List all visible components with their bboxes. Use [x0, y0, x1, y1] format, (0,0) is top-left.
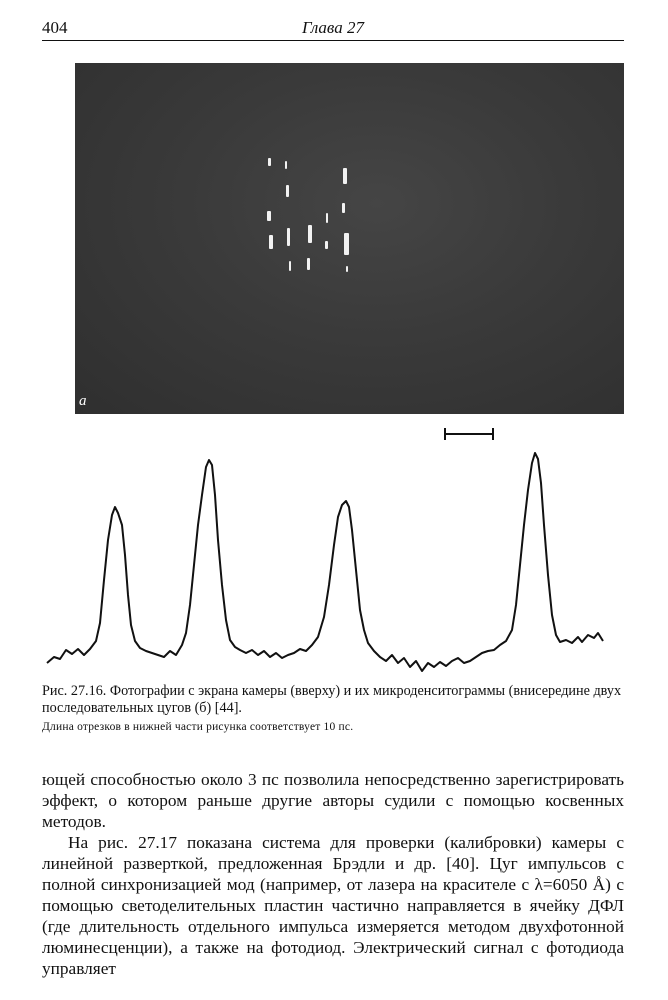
streak-mark — [325, 241, 328, 249]
camera-screen-photo — [75, 63, 624, 414]
streak-mark — [285, 161, 287, 169]
streak-mark — [268, 158, 271, 166]
streak-mark — [308, 225, 312, 243]
streak-mark — [269, 235, 273, 249]
streak-mark — [342, 203, 345, 213]
scale-bar — [444, 428, 494, 440]
page-header — [42, 18, 624, 41]
photo-label: a — [79, 393, 87, 409]
streak-mark — [343, 168, 347, 184]
streak-mark — [286, 185, 289, 197]
paragraph: На рис. 27.17 показана система для проверки (калибровки) камеры с линейной разверткой, предложенная Брэдли и др. [40]. Цуг импульсов с полной синхронизацией мод (например, от лазера на красителе с λ=6050 Å) с помощью светоделительных пластин частично направляется в ячейку ДФЛ (где длительность отдельного импульса измеряется методом двухфотонной люминесценции), а также на фотодиод. Электрический сигнал с фотодиода управляет — [42, 833, 624, 978]
paragraph: ющей способностью около 3 пс позволила непосредственно зарегистрировать эффект, о котором раньше другие авторы судили с помощью косвенных методов. — [42, 770, 624, 831]
body-text — [42, 769, 624, 979]
streak-mark — [289, 261, 291, 271]
caption-text: Рис. 27.16. Фотографии с экрана камеры (вверху) и их микроденситограммы (внисередине двух последовательных цугов (б) [44]. — [42, 683, 622, 716]
streak-mark — [346, 266, 348, 272]
microdensitogram-trace — [40, 445, 620, 680]
streak-mark — [287, 228, 290, 246]
figure-caption — [42, 683, 624, 736]
streak-mark — [344, 233, 349, 255]
running-head: Глава 27 — [302, 18, 364, 37]
streak-mark — [307, 258, 310, 270]
streak-mark — [326, 213, 328, 223]
density-curve — [47, 453, 603, 671]
streak-mark — [267, 211, 271, 221]
page-number: 404 — [42, 18, 68, 37]
caption-note: Длина отрезков в нижней части рисунка соответствует 10 пс. — [42, 721, 354, 733]
